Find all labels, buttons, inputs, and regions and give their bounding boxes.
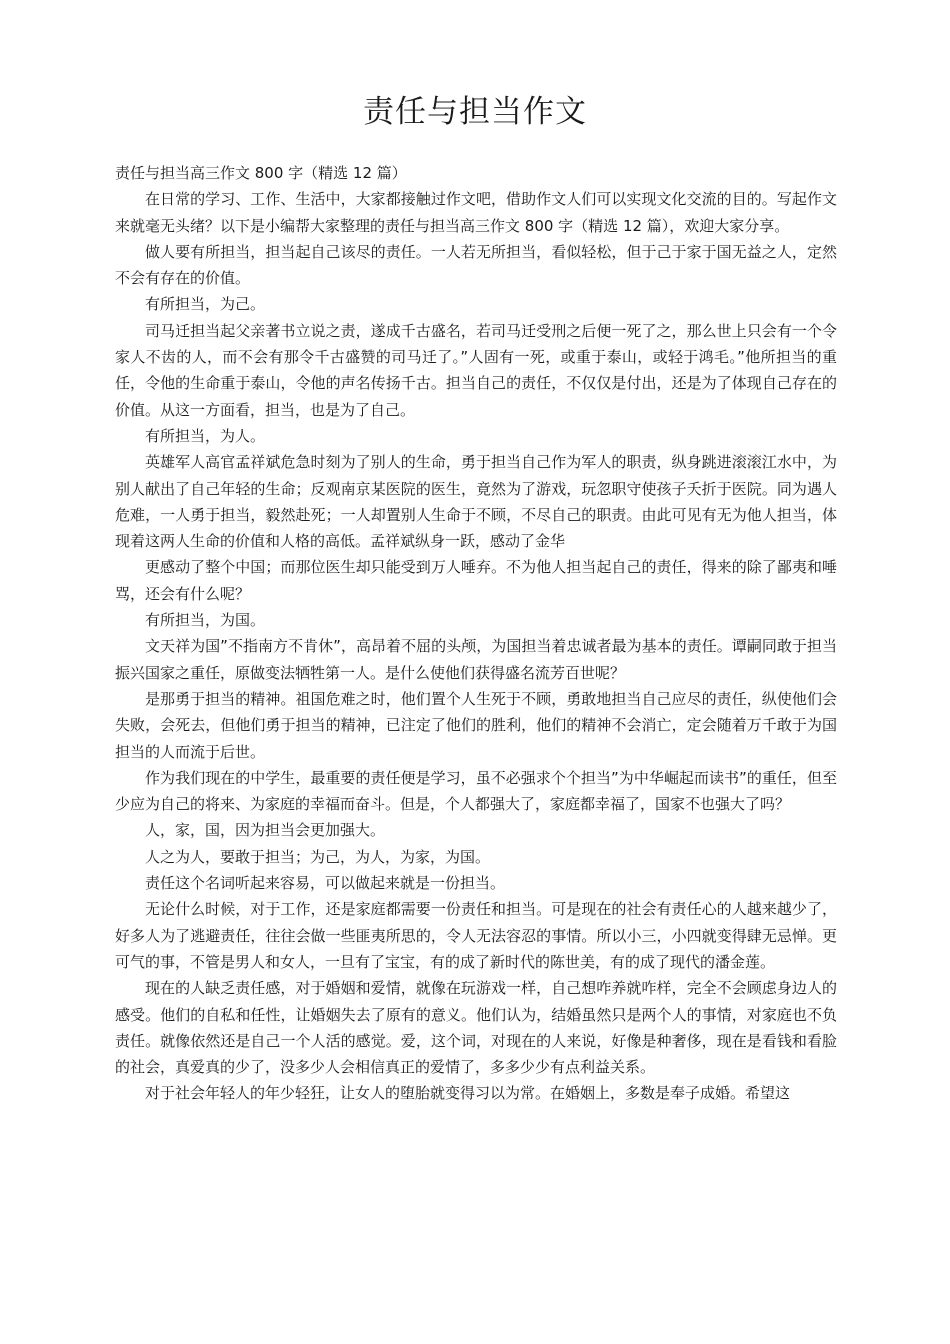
paragraph: 无论什么时候，对于工作，还是家庭都需要一份责任和担当。可是现在的社会有责任心的人越来越少了，好多人为了逃避责任，往往会做一些匪夷所思的，令人无法容忍的事情。所以小三，小四就变得肆无忌惮。更可气的事，不管是男人和女人，一旦有了宝宝，有的成了新时代的陈世美，有的成了现代的潘金莲。 [115,900,837,971]
paragraph: 文天祥为国”不指南方不肯休”，高昂着不屈的头颅，为国担当着忠诚者最为基本的责任。谭嗣同敢于担当振兴国家之重任，原做变法牺牲第一人。是什么使他们获得盛名流芳百世呢？ [115,637,837,682]
paragraph: 有所担当，为国。 [145,611,266,630]
paragraph: 人，家，国，因为担当会更加强大。 [145,821,386,840]
paragraph: 司马迁担当起父亲著书立说之责，遂成千古盛名，若司马迁受刑之后便一死了之，那么世上只会有一个令家人不齿的人，而不会有那令千古盛赞的司马迁了。”人固有一死，或重于泰山，或轻于鸿毛。”他所担当的重任，令他的生命重于泰山，令他的声名传扬千古。担当自己的责任，不仅仅是付出，还是为了体现自己存在的价值。从这一方面看，担当，也是为了自己。 [115,321,837,419]
paragraph: 在日常的学习、工作、生活中，大家都接触过作文吧，借助作文人们可以实现文化交流的目的。写起作文来就毫无头绪？以下是小编帮大家整理的责任与担当高三作文 800 字（精选 12 篇），欢迎大家分享。 [115,190,837,235]
paragraph: 做人要有所担当，担当起自己该尽的责任。一人若无所担当，看似轻松，但于己于家于国无益之人，定然不会有存在的价值。 [115,242,837,288]
paragraph: 是那勇于担当的精神。祖国危难之时，他们置个人生死于不顾，勇敢地担当自己应尽的责任，纵使他们会失败，会死去，但他们勇于担当的精神，已注定了他们的胜利，他们的精神不会消亡，定会随着万千敢于为国担当的人而流于后世。 [115,689,837,761]
paragraph: 有所担当，为人。 [145,426,266,445]
paragraph: 更感动了整个中国；而那位医生却只能受到万人唾弃。不为他人担当起自己的责任，得来的除了鄙夷和唾骂，还会有什么呢？ [115,558,837,603]
document-subtitle: 责任与担当高三作文 800 字（精选 12 篇） [115,164,407,182]
paragraph: 英雄军人高官孟祥斌危急时刻为了别人的生命，勇于担当自己作为军人的职责，纵身跳进滚滚江水中，为别人献出了自己年轻的生命；反观南京某医院的医生，竟然为了游戏，玩忽职守使孩子夭折于医院。同为遇人危难，一人勇于担当，毅然赴死；一人却置别人生命于不顾，不尽自己的职责。由此可见有无为他人担当，体现着这两人生命的价值和人格的高低。孟祥斌纵身一跃，感动了金华 [115,453,837,551]
paragraph: 对于社会年轻人的年少轻狂，让女人的堕胎就变得习以为常。在婚姻上，多数是奉子成婚。希望这 [145,1084,791,1103]
paragraph: 责任这个名词听起来容易，可以做起来就是一份担当。 [145,874,506,893]
document-title: 责任与担当作文 [363,94,587,130]
paragraph: 现在的人缺乏责任感，对于婚姻和爱情，就像在玩游戏一样，自己想咋养就咋样，完全不会顾虑身边人的感受。他们的自私和任性，让婚姻失去了原有的意义。他们认为，结婚虽然只是两个人的事情，对家庭也不负责任。就像依然还是自己一个人活的感觉。爱，这个词，对现在的人来说，好像是种奢侈，现在是看钱和看脸的社会，真爱真的少了，没多少人会相信真正的爱情了，多多少少有点利益关系。 [115,979,837,1077]
document-body [115,160,837,1107]
paragraph: 有所担当，为己。 [145,295,266,314]
paragraph: 人之为人，要敢于担当；为己，为人，为家，为国。 [145,847,491,866]
paragraph: 作为我们现在的中学生，最重要的责任便是学习，虽不必强求个个担当”为中华崛起而读书”的重任，但至少应为自己的将来、为家庭的幸福而奋斗。但是，个人都强大了，家庭都幸福了，国家不也强大了吗？ [115,768,837,814]
